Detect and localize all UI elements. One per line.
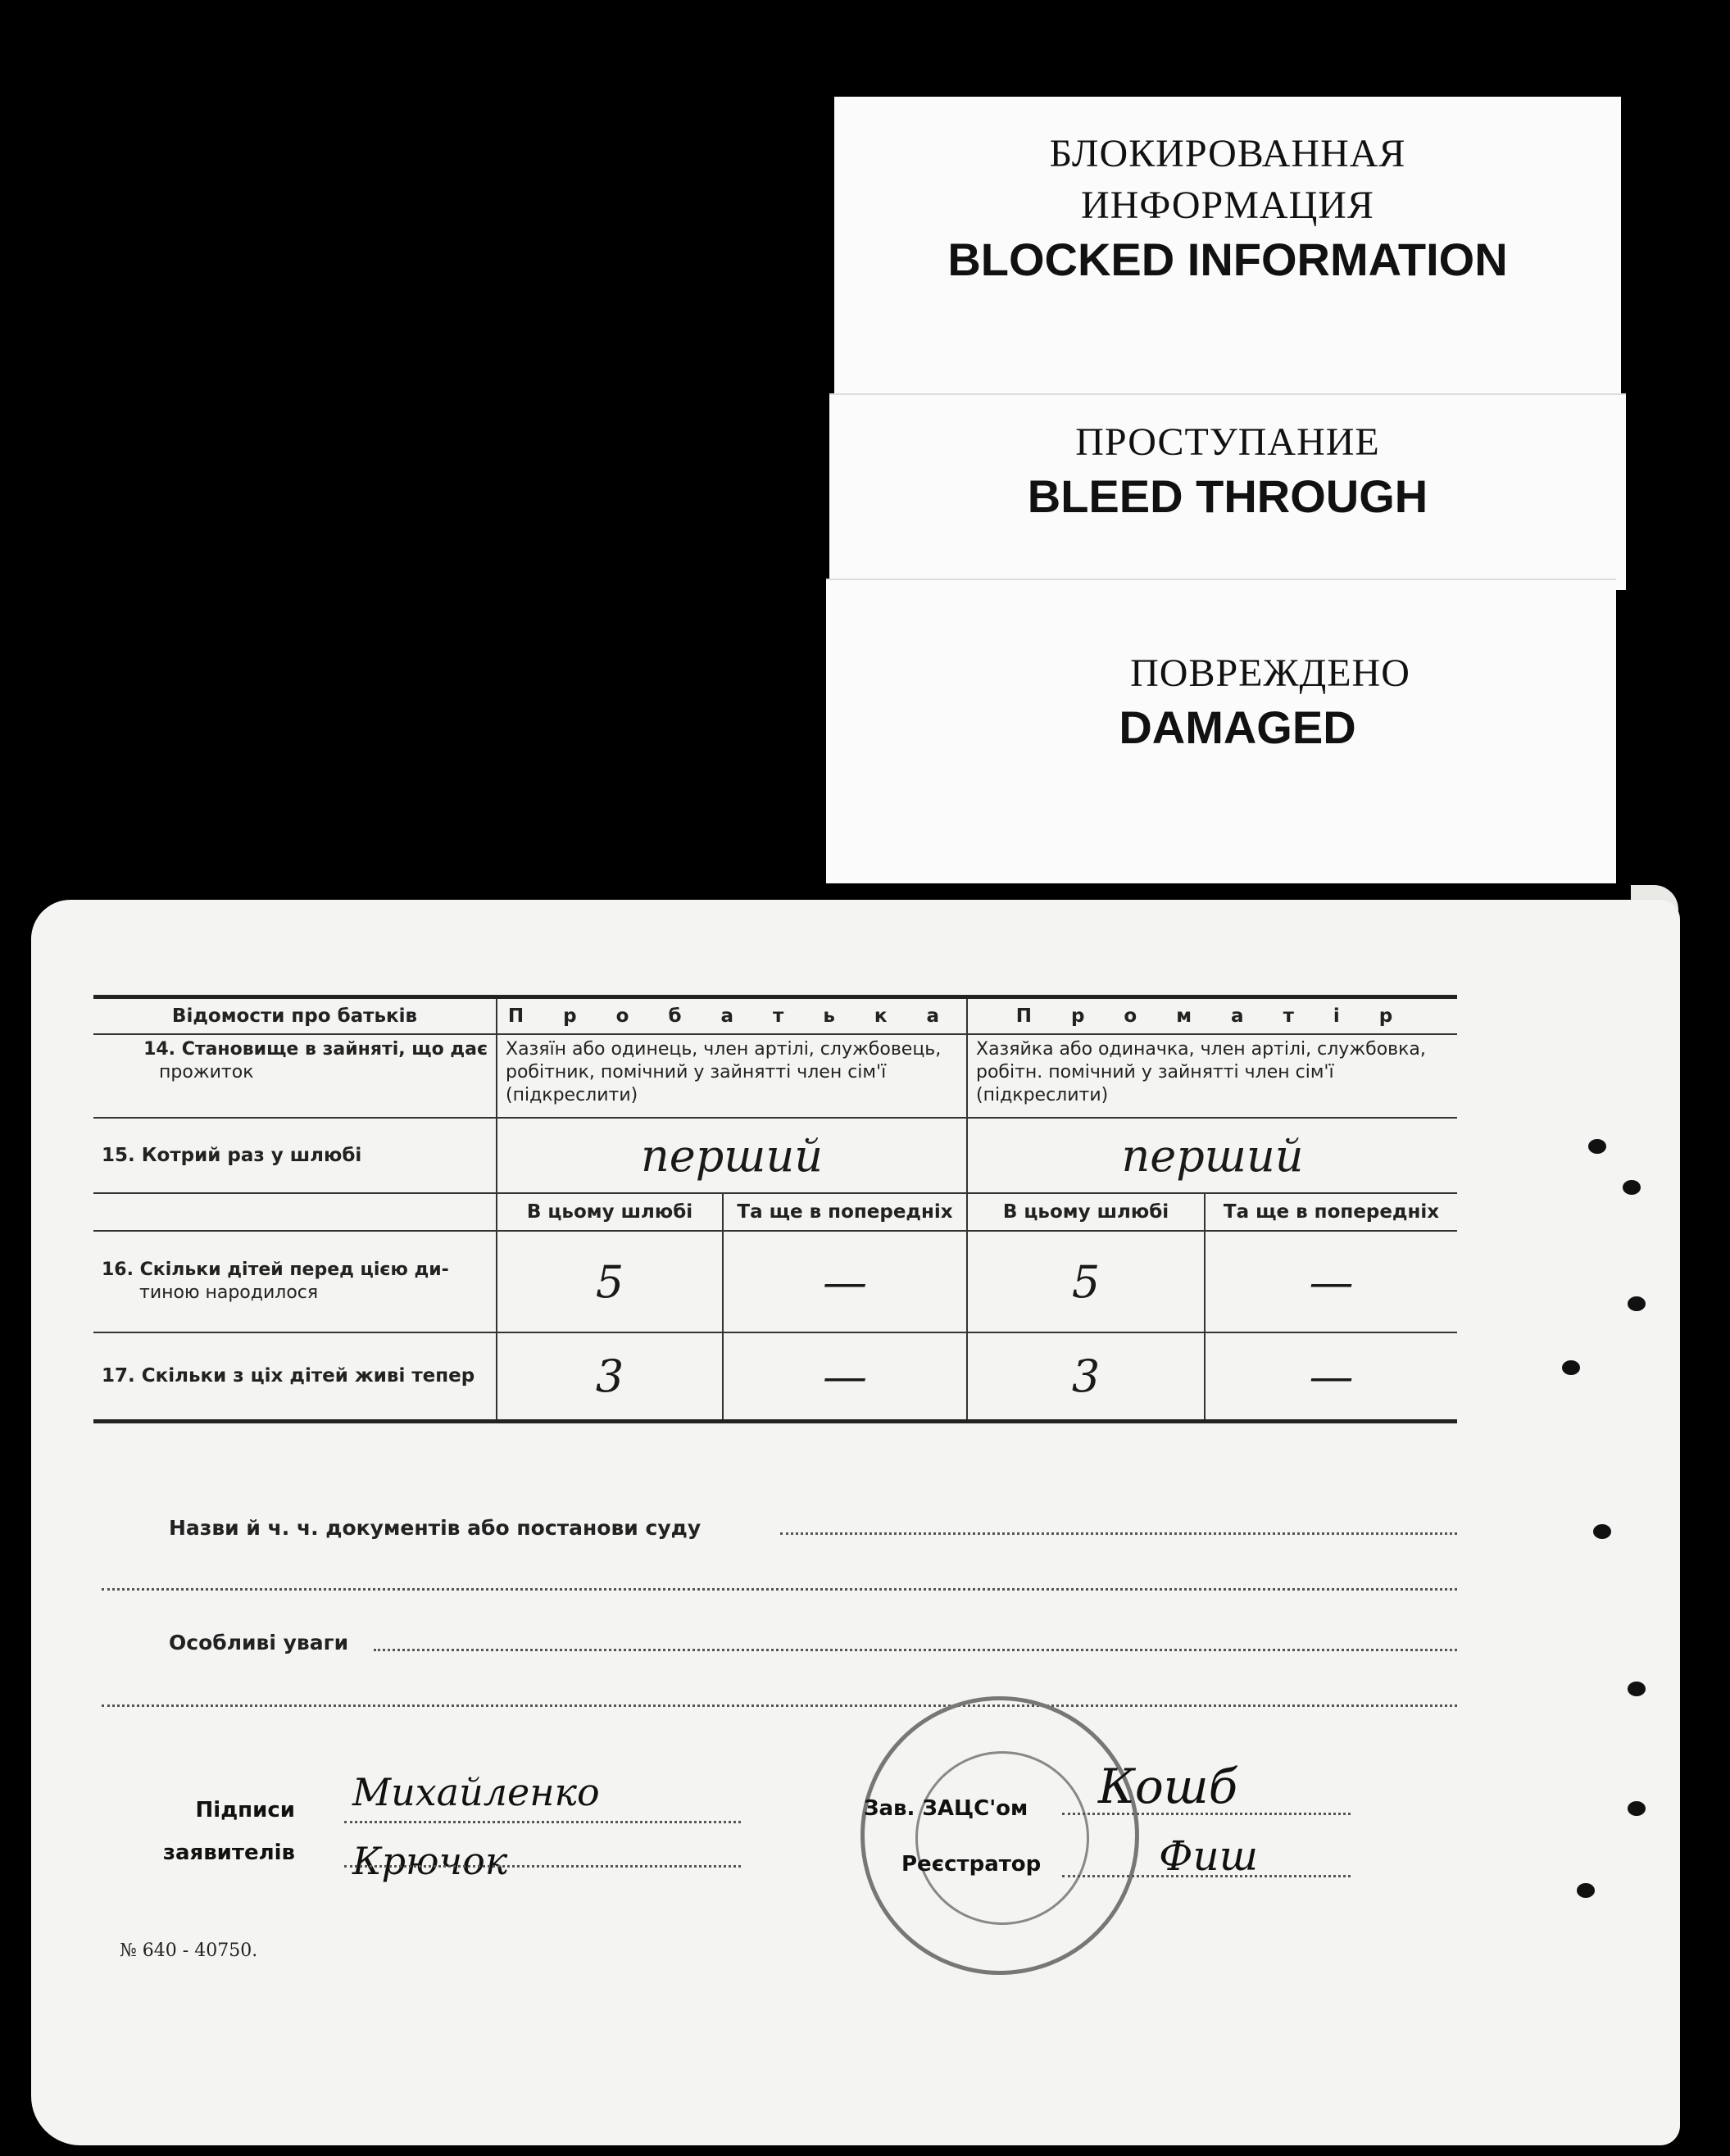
binding-hole-3 xyxy=(1628,1296,1646,1311)
head-label: Зав. ЗАЦС'ом xyxy=(864,1796,1028,1821)
blocked-en: BLOCKED INFORMATION xyxy=(947,234,1508,285)
documents-label: Назви й ч. ч. документів або постанови суду xyxy=(169,1516,702,1540)
blocked-ru-line2: ИНФОРМАЦИЯ xyxy=(1081,184,1374,227)
row17-mother-prev: — xyxy=(1205,1332,1457,1421)
applicant1-line xyxy=(344,1821,741,1823)
row15-father-value: перший xyxy=(497,1118,967,1193)
row17-father-this: 3 xyxy=(497,1332,723,1421)
blocked-information-card xyxy=(834,97,1621,398)
binding-hole-1 xyxy=(1588,1139,1606,1154)
row16-mother-prev: — xyxy=(1205,1231,1457,1332)
row17-father-prev: — xyxy=(723,1332,967,1421)
signatures-label-line2: заявителів xyxy=(162,1841,295,1865)
binding-hole-4 xyxy=(1562,1360,1580,1375)
row14-father: Хазяїн або одинець, член артілі, службовець, робітник, помічний у зайнятті член сім'ї (підкреслити) xyxy=(497,1034,967,1118)
registrar-line xyxy=(1062,1875,1351,1877)
documents-line-1 xyxy=(780,1532,1457,1535)
registrar-label: Реєстратор xyxy=(901,1852,1042,1877)
remarks-line-2 xyxy=(102,1704,1457,1707)
binding-hole-7 xyxy=(1628,1801,1646,1816)
bleed-en: BLEED THROUGH xyxy=(1027,470,1428,522)
head-line xyxy=(1062,1813,1351,1815)
damaged-ru: ПОВРЕЖДЕНО xyxy=(1130,651,1410,695)
binding-hole-6 xyxy=(1628,1682,1646,1696)
subheader-mother-this: В цьому шлюбі xyxy=(967,1193,1205,1231)
blocked-ru-line1: БЛОКИРОВАННАЯ xyxy=(1049,132,1406,175)
remarks-label: Особливі уваги xyxy=(169,1631,349,1654)
binding-hole-5 xyxy=(1593,1524,1611,1539)
subheader-mother-prev: Та ще в попередніх xyxy=(1205,1193,1457,1231)
subheader-father-prev: Та ще в попередніх xyxy=(723,1193,967,1231)
header-father: П р о б а т ь к а xyxy=(497,997,967,1035)
bleed-ru: ПРОСТУПАНИЕ xyxy=(1075,420,1380,464)
binding-hole-2 xyxy=(1623,1180,1641,1195)
applicant1-signature: Михайленко xyxy=(352,1770,600,1814)
row14-label xyxy=(93,1034,497,1118)
head-signature: Кошб xyxy=(1098,1759,1238,1814)
row15-label: 15. Котрий раз у шлюбі xyxy=(102,1145,362,1166)
form-number: № 640 - 40750. xyxy=(120,1940,258,1961)
remarks-line-1 xyxy=(374,1649,1457,1651)
damaged-card xyxy=(826,579,1616,883)
row16-father-this: 5 xyxy=(497,1231,723,1332)
row14-label-line1: 14. Становище в зайняті, що дає xyxy=(143,1039,488,1060)
damaged-en: DAMAGED xyxy=(1119,701,1356,753)
documents-line-2 xyxy=(102,1588,1457,1591)
row14-label-line2: прожиток xyxy=(159,1062,254,1083)
applicant2-line xyxy=(344,1865,741,1868)
registrar-signature: Фиш xyxy=(1159,1832,1259,1880)
subheader-empty xyxy=(93,1193,497,1231)
parents-info-table xyxy=(93,995,1457,1423)
signatures-label-line1: Підписи xyxy=(195,1798,295,1822)
row14-mother: Хазяйка або одиначка, член артілі, службовка, робітн. помічний у зайнятті член сім'ї (підкреслити) xyxy=(967,1034,1457,1118)
header-info: Відомости про батьків xyxy=(171,1005,418,1027)
binding-hole-8 xyxy=(1577,1883,1595,1898)
row17-label: 17. Скільки з ціх дітей живі тепер xyxy=(102,1365,475,1387)
row17-mother-this: 3 xyxy=(967,1332,1205,1421)
row16-label-line1: 16. Скільки дітей перед цією ди- xyxy=(102,1260,449,1280)
row16-label-line2: тиною народилося xyxy=(139,1282,319,1303)
subheader-father-this: В цьому шлюбі xyxy=(497,1193,723,1231)
applicant2-signature: Крючок xyxy=(352,1839,508,1883)
bleed-through-card xyxy=(829,393,1626,590)
row16-father-prev: — xyxy=(723,1231,967,1332)
row16-label xyxy=(93,1231,497,1332)
official-stamp xyxy=(860,1696,1139,1975)
row16-mother-this: 5 xyxy=(967,1231,1205,1332)
header-mother: П р о м а т і р xyxy=(967,997,1457,1035)
row15-mother-value: перший xyxy=(967,1118,1457,1193)
